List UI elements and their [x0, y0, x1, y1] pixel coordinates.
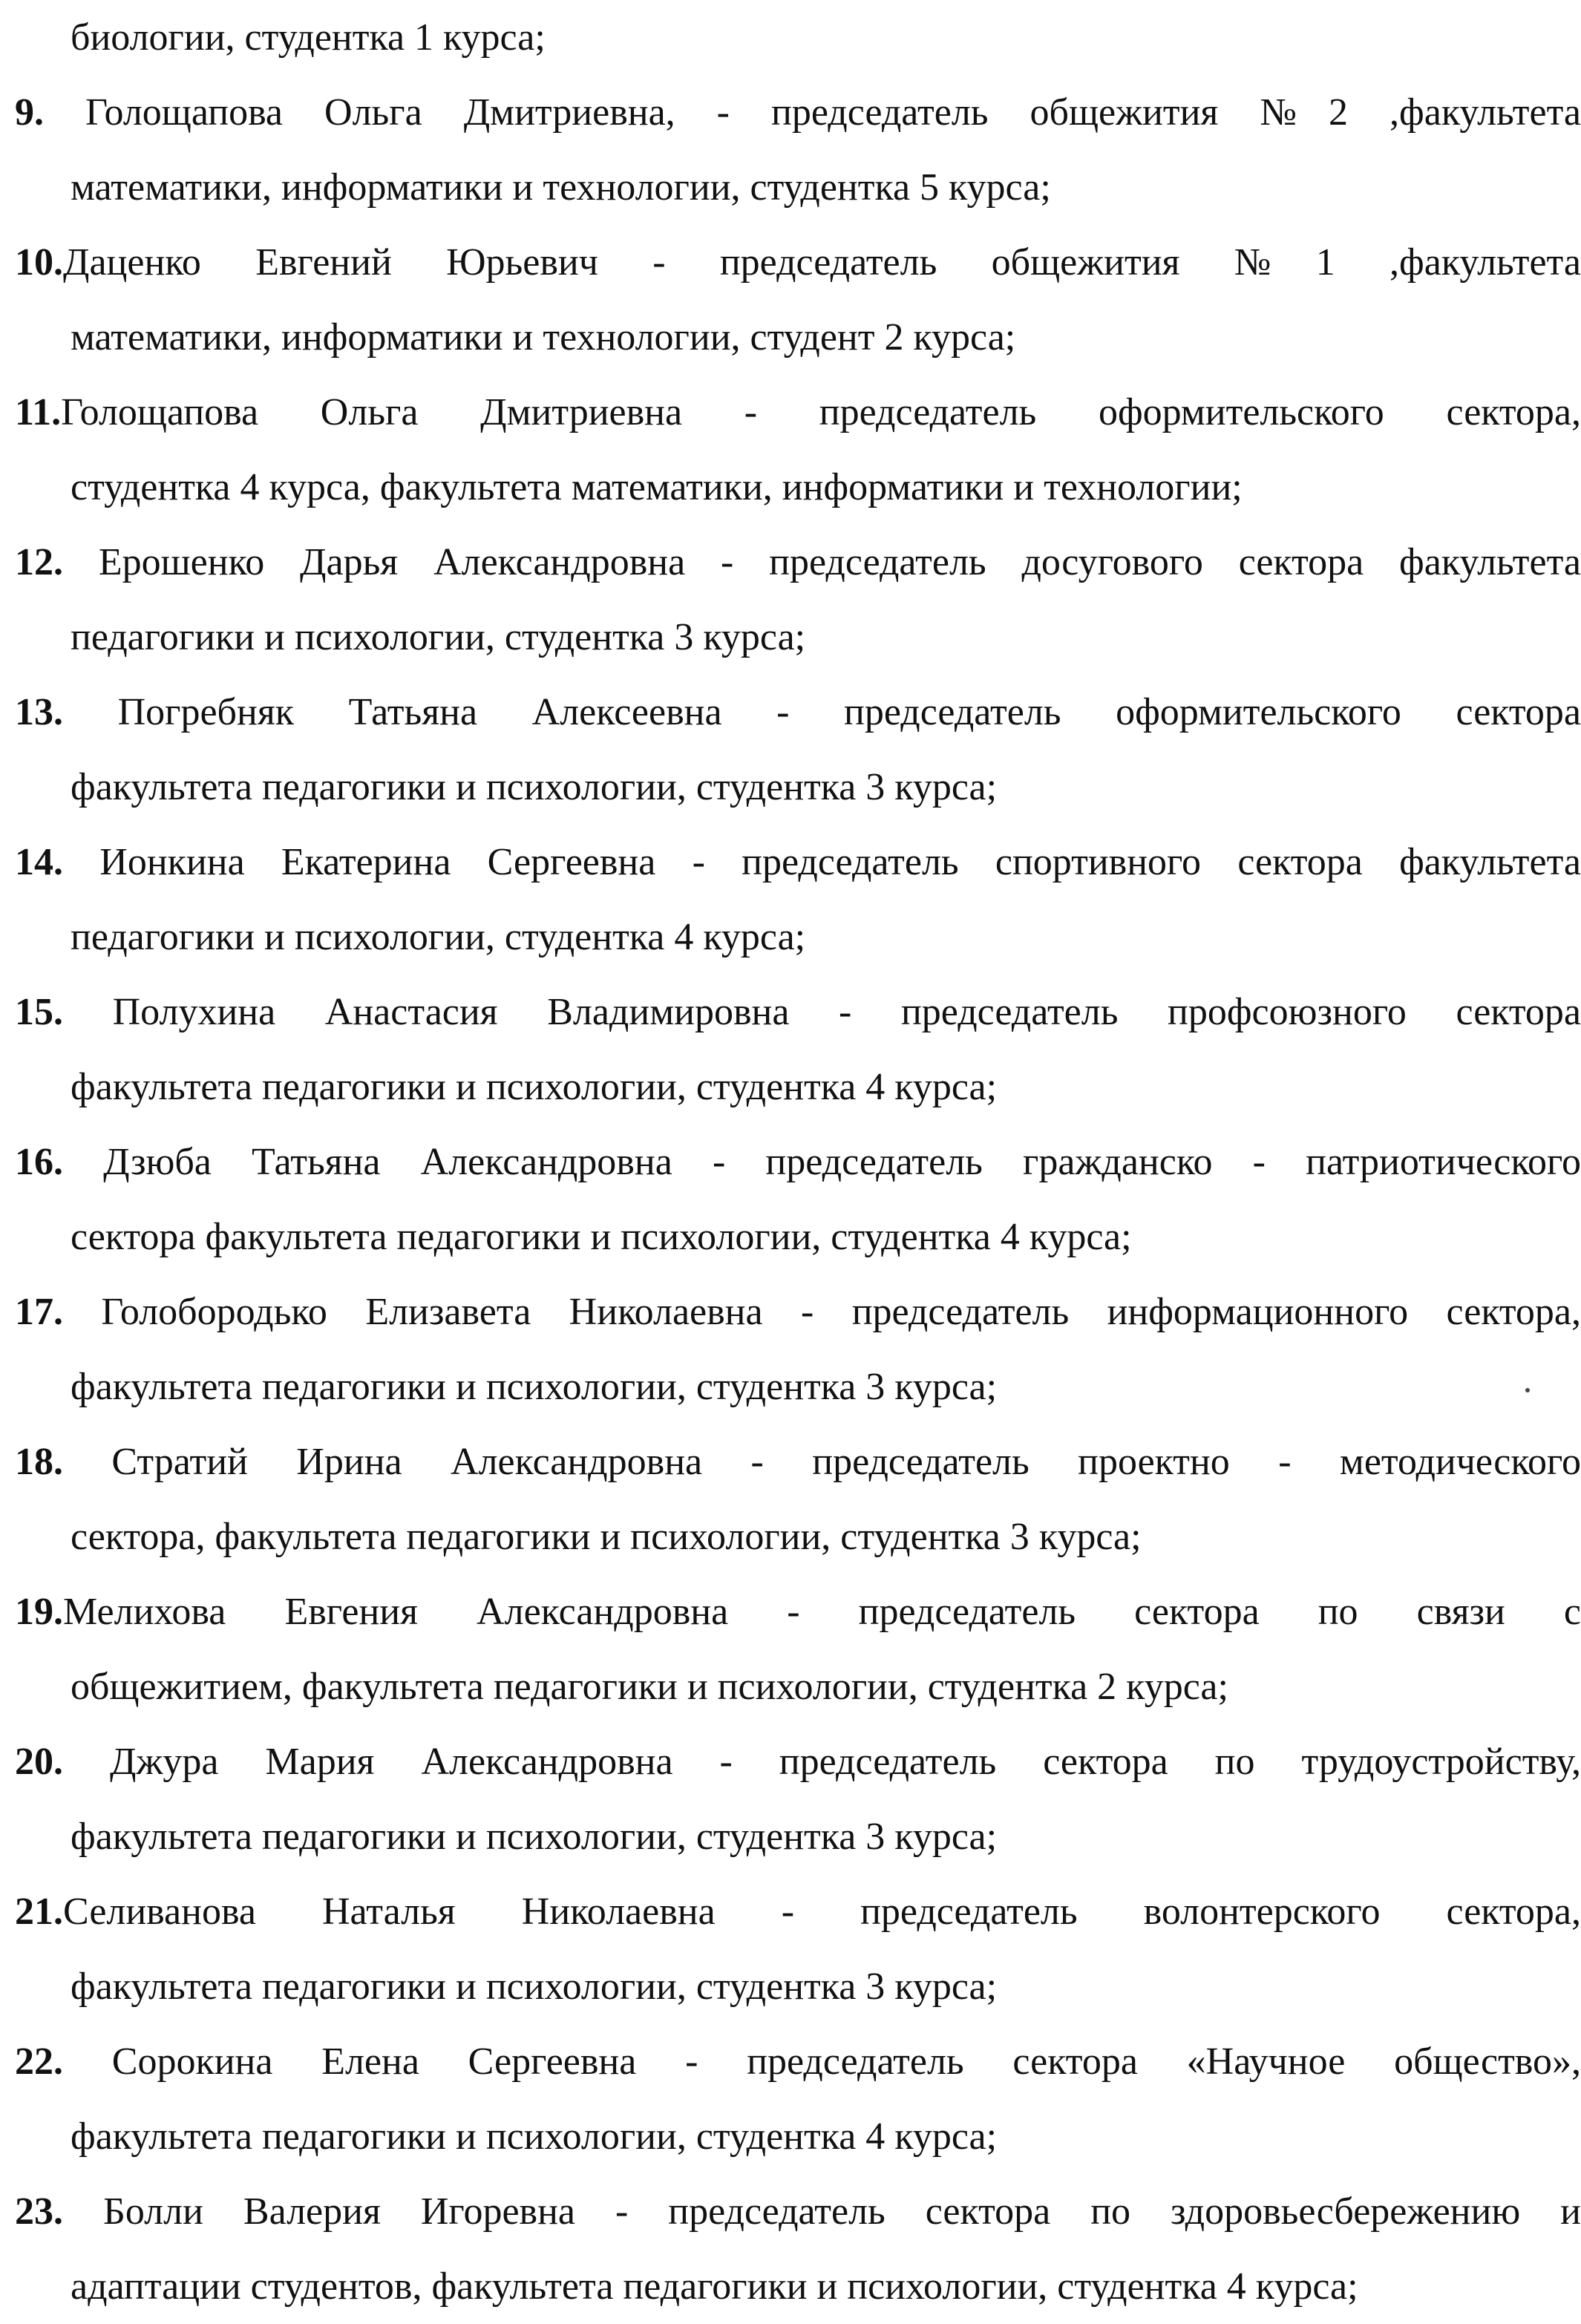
- list-item-text: Голобородько Елизавета Николаевна - председатель информационного сектора,: [101, 1291, 1581, 1333]
- list-item-text: Голощапова Ольга Дмитриевна - председатель оформительского сектора,: [61, 391, 1581, 433]
- list-item-number: 17.: [15, 1291, 63, 1333]
- list-item-first-line: [15, 675, 1581, 750]
- list-item: [15, 75, 1581, 225]
- list-item-continuation: студентка 4 курса, факультета математики, информатики и технологии;: [71, 466, 1243, 508]
- continued-line: биологии, студентка 1 курса;: [71, 16, 546, 59]
- list-item-first-line: [15, 825, 1581, 900]
- list-item-text: Полухина Анастасия Владимировна - председатель профсоюзного сектора: [112, 991, 1581, 1033]
- list-item: [15, 525, 1581, 675]
- list-item-first-line: [15, 2174, 1581, 2249]
- list-item-number: 19.: [15, 1591, 63, 1633]
- list-item-number: 18.: [15, 1441, 63, 1483]
- list-item-first-line: [15, 225, 1581, 300]
- list-item-text: Мелихова Евгения Александровна - председатель сектора по связи с: [63, 1591, 1581, 1633]
- list-item-number: 9.: [15, 91, 44, 134]
- list-item-number: 20.: [15, 1741, 63, 1783]
- list-item-number: 12.: [15, 541, 63, 583]
- list-item-first-line: [15, 1574, 1581, 1649]
- list-item-number: 22.: [15, 2040, 63, 2083]
- list-item-first-line: [15, 975, 1581, 1050]
- list-item-continuation: педагогики и психологии, студентка 4 курса;: [71, 916, 806, 958]
- list-item-text: Ионкина Екатерина Сергеевна - председатель спортивного сектора факультета: [99, 841, 1581, 883]
- list-item: [15, 1874, 1581, 2024]
- list-item: [15, 2024, 1581, 2174]
- list-item-continuation: факультета педагогики и психологии, студентка 3 курса;: [71, 1816, 998, 1858]
- list-item: [15, 1125, 1581, 1274]
- list-item-continuation: факультета педагогики и психологии, студентка 3 курса;: [71, 1366, 998, 1408]
- list-item-number: 14.: [15, 841, 63, 883]
- list-item: [15, 375, 1581, 525]
- list-item-continuation: математики, информатики и технологии, студент 2 курса;: [71, 316, 1016, 359]
- list-item-number: 16.: [15, 1141, 63, 1183]
- list-item-continuation: сектора факультета педагогики и психологии, студентка 4 курса;: [71, 1216, 1132, 1258]
- list-item: [15, 225, 1581, 375]
- list-item-text: Ерошенко Дарья Александровна - председатель досугового сектора факультета: [98, 541, 1581, 583]
- list-item: [15, 825, 1581, 975]
- list-item-number: 21.: [15, 1891, 63, 1933]
- list-item: [15, 1724, 1581, 1874]
- list-item: [15, 1274, 1581, 1424]
- list-item-first-line: [15, 1274, 1581, 1349]
- list-item-text: Сорокина Елена Сергеевна - председатель сектора «Научное общество»,: [111, 2040, 1581, 2083]
- list-item-text: Погребняк Татьяна Алексеевна - председатель оформительского сектора: [117, 691, 1581, 733]
- list-item-number: 13.: [15, 691, 63, 733]
- list-item: [15, 1424, 1581, 1574]
- list-item-first-line: [15, 2024, 1581, 2099]
- list-item-text: Джура Мария Александровна - председатель сектора по трудоустройству,: [109, 1741, 1581, 1783]
- list-item: [15, 675, 1581, 825]
- list-item-first-line: [15, 75, 1581, 150]
- list-item-text: Голощапова Ольга Дмитриевна, - председатель общежития №2 ,факультета: [85, 91, 1581, 134]
- list-item: [15, 1574, 1581, 1724]
- list-item-continuation: педагогики и психологии, студентка 3 курса;: [71, 616, 806, 658]
- list-item-text: Селиванова Наталья Николаевна - председатель волонтерского сектора,: [63, 1891, 1581, 1933]
- list-item-continuation: факультета педагогики и психологии, студентка 3 курса;: [71, 1965, 998, 2008]
- list-item: [15, 975, 1581, 1125]
- list-item-continuation: сектора, факультета педагогики и психологии, студентка 3 курса;: [71, 1516, 1142, 1558]
- list-item-first-line: [15, 1125, 1581, 1199]
- list-item-continuation: математики, информатики и технологии, студентка 5 курса;: [71, 166, 1051, 209]
- list-item-text: Даценко Евгений Юрьевич - председатель общежития №1 ,факультета: [63, 241, 1581, 284]
- list-item-first-line: [15, 1424, 1581, 1499]
- list-item-text: Болли Валерия Игоревна - председатель сектора по здоровьесбережению и: [103, 2190, 1581, 2233]
- list-item-first-line: [15, 1874, 1581, 1949]
- list-item-first-line: [15, 1724, 1581, 1799]
- list-item-text: Дзюба Татьяна Александровна - председатель гражданско - патриотического: [103, 1141, 1581, 1183]
- list-item-first-line: [15, 525, 1581, 600]
- list-item-continuation: факультета педагогики и психологии, студентка 3 курса;: [71, 766, 998, 808]
- list-item-continuation: факультета педагогики и психологии, студентка 4 курса;: [71, 2115, 998, 2158]
- list-item-first-line: [15, 375, 1581, 450]
- list-item-number: 10.: [15, 241, 63, 284]
- scan-speck: [1525, 1388, 1530, 1392]
- list-item-number: 15.: [15, 991, 63, 1033]
- list-item-text: Стратий Ирина Александровна - председатель проектно - методического: [111, 1441, 1581, 1483]
- list-item-continuation: общежитием, факультета педагогики и психологии, студентка 2 курса;: [71, 1666, 1228, 1708]
- list-item-number: 11.: [15, 391, 62, 433]
- member-list: [15, 0, 1581, 2324]
- list-item-continuation: факультета педагогики и психологии, студентка 4 курса;: [71, 1066, 998, 1108]
- list-item-number: 23.: [15, 2190, 63, 2233]
- list-item-continuation: адаптации студентов, факультета педагогики и психологии, студентка 4 курса;: [71, 2265, 1358, 2308]
